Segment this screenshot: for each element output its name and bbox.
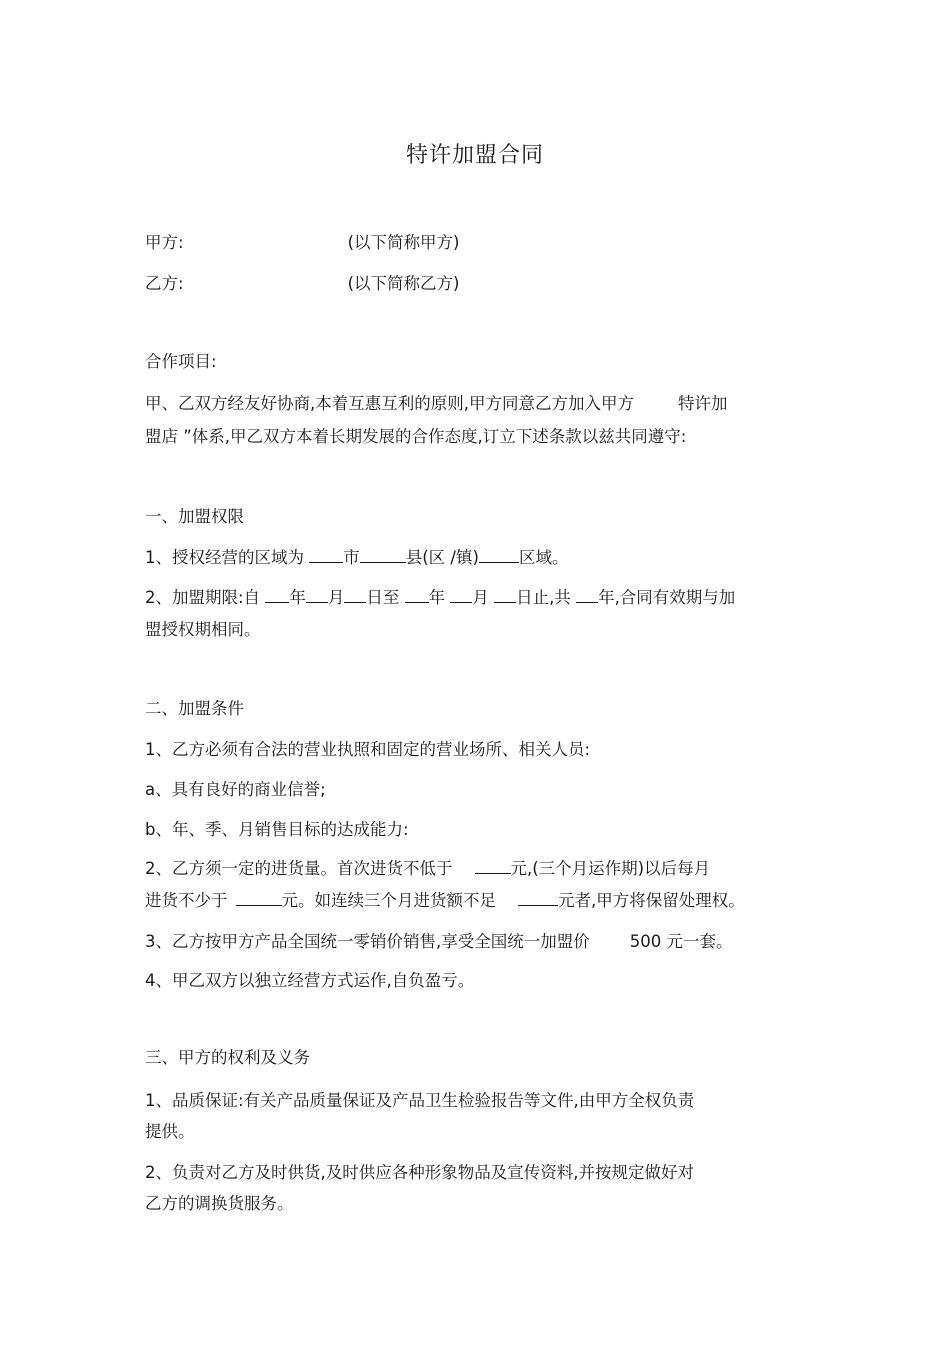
party-b-line (145, 273, 459, 295)
section2-item2-line1 (145, 857, 710, 880)
item-text: 进货不少于 (145, 891, 228, 910)
document-title: 特许加盟合同 (405, 143, 544, 168)
blank-line (475, 857, 511, 874)
blank-line (265, 586, 289, 603)
party-b-note: (以下简称乙方) (347, 274, 460, 293)
item-text: 市 (343, 548, 360, 567)
section3-heading: 三、甲方的权利及义务 (145, 1048, 310, 1067)
blank-line (450, 586, 472, 603)
section1-item2-line2: 盟授权期相同。 (145, 620, 261, 639)
section2-item4: 4、甲乙双方以独立经营方式运作,自负盈亏。 (145, 971, 475, 990)
item-text: 年,合同有效期与加 (598, 588, 736, 607)
blank-line (309, 546, 343, 563)
item-text: 区域。 (518, 548, 569, 567)
blank-line (518, 889, 558, 906)
item-text: 500 元一套。 (629, 932, 733, 951)
party-a-label: 甲方: (145, 233, 184, 252)
blank-line (306, 586, 328, 603)
blank-line (236, 889, 282, 906)
item-text: 日止,共 (516, 588, 571, 607)
item-text: 日至 (366, 588, 400, 607)
item-text: 2、加盟期限:自 (145, 588, 261, 607)
blank-line (344, 586, 366, 603)
item-text: 年 (289, 588, 306, 607)
item-text: 元者,甲方将保留处理权。 (558, 891, 745, 910)
item-text: 3、乙方按甲方产品全国统一零销价销售,享受全国统一加盟价 (145, 932, 590, 951)
item-text: 2、乙方须一定的进货量。首次进货不低于 (145, 859, 453, 878)
blank-line (494, 586, 516, 603)
blank-line (360, 546, 406, 563)
item-text: 1、授权经营的区域为 (145, 548, 304, 567)
section2-item-b: b、年、季、月销售目标的达成能力: (145, 820, 409, 839)
item-text: 元。如连续三个月进货额不足 (281, 891, 496, 910)
blank-line (405, 586, 429, 603)
section1-heading: 一、加盟权限 (145, 507, 244, 526)
section1-item1 (145, 546, 568, 569)
section3-item1-line2: 提供。 (145, 1122, 195, 1141)
section2-item1: 1、乙方必须有合法的营业执照和固定的营业场所、相关人员: (145, 740, 591, 759)
section2-heading: 二、加盟条件 (145, 699, 244, 718)
party-b-label: 乙方: (145, 274, 184, 293)
item-text: 元,(三个月运作期)以后每月 (510, 859, 711, 878)
blank-line (479, 546, 519, 563)
party-a-line (145, 232, 459, 254)
project-paragraph-line2: 盟店 ”体系,甲乙双方本着长期发展的合作态度,订立下述条款以兹共同遵守: (145, 427, 687, 446)
section3-item2-line1: 2、负责对乙方及时供货,及时供应各种形象物品及宣传资料,并按规定做好对 (145, 1163, 694, 1182)
project-text-a: 甲、乙双方经友好协商,本着互惠互利的原则,甲方同意乙方加入甲方 (145, 394, 634, 413)
project-paragraph-line1 (145, 393, 728, 415)
section3-item1-line1: 1、品质保证:有关产品质量保证及产品卫生检验报告等文件,由甲方全权负责 (145, 1091, 695, 1110)
project-text-b: 特许加 (678, 394, 728, 413)
section1-item2 (145, 586, 735, 609)
project-heading: 合作项目: (145, 352, 217, 371)
item-text: 月 (327, 588, 345, 607)
item-text: 年 (428, 588, 446, 607)
blank-line (576, 586, 598, 603)
party-a-note: (以下简称甲方) (347, 233, 460, 252)
section2-item2-line2 (145, 889, 745, 912)
item-text: 月 (472, 588, 489, 607)
item-text: 县(区 /镇) (405, 548, 479, 567)
section2-item-a: a、具有良好的商业信誉; (145, 780, 326, 799)
section2-item3 (145, 931, 733, 953)
section3-item2-line2: 乙方的调换货服务。 (145, 1194, 294, 1213)
